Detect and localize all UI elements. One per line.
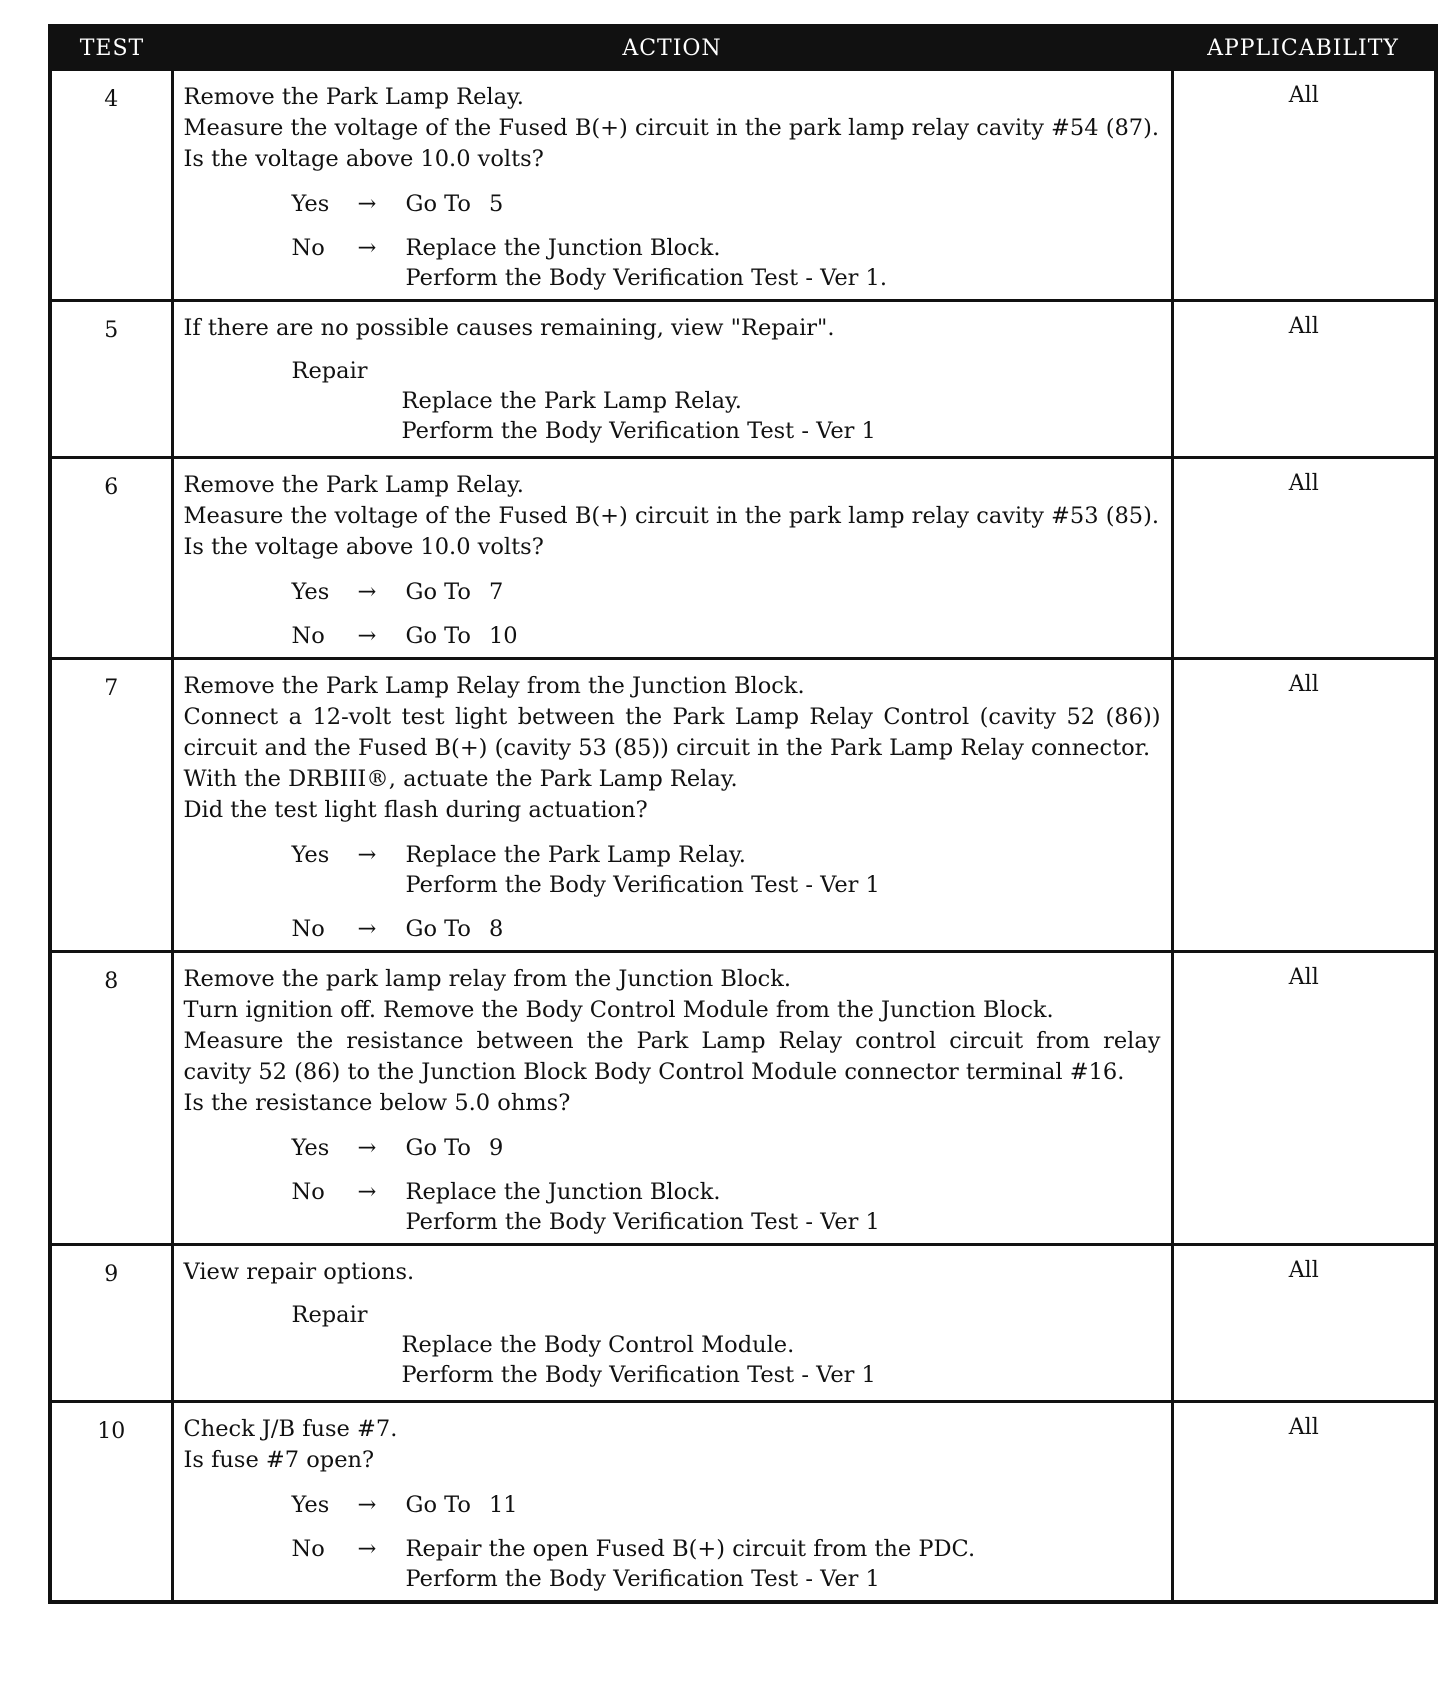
result-line: Perform the Body Verification Test - Ver 1: [405, 872, 880, 898]
header-action: ACTION: [172, 26, 1172, 70]
action-line: Is the resistance below 5.0 ohms?: [183, 1090, 571, 1116]
go-to-target: 10: [488, 623, 518, 649]
table-row: [50, 301, 1436, 458]
no-branch: [184, 1534, 1161, 1594]
no-result: [406, 1534, 1161, 1594]
action-line: Measure the voltage of the Fused B(+) circuit in the park lamp relay cavity #54 (87).: [183, 115, 1160, 141]
arrow-icon: →: [357, 623, 377, 649]
result-line: Perform the Body Verification Test - Ver 1: [405, 1209, 880, 1235]
yes-label: Yes: [291, 842, 330, 868]
go-to-target: 8: [488, 916, 504, 942]
test-number: 7: [50, 659, 172, 952]
yes-branch: [184, 1490, 1161, 1520]
table-row: [50, 659, 1436, 952]
arrow-icon: →: [357, 1179, 377, 1205]
applicability-value: All: [1172, 301, 1436, 458]
header-test: TEST: [50, 26, 172, 70]
action-line: Is the voltage above 10.0 volts?: [183, 146, 544, 172]
table-row: [50, 458, 1436, 659]
action-line: Did the test light flash during actuation?: [183, 797, 648, 823]
no-branch: [184, 621, 1161, 651]
action-cell: [172, 1402, 1172, 1603]
action-line: Remove the Park Lamp Relay from the Junction Block.: [183, 673, 805, 699]
no-branch: [184, 233, 1161, 293]
action-cell: [172, 70, 1172, 301]
result-line: Replace the Junction Block.: [405, 1179, 721, 1205]
yes-result: [406, 189, 1161, 219]
action-line: View repair options.: [183, 1259, 415, 1285]
no-branch: [184, 914, 1161, 944]
yes-branch: [184, 189, 1161, 219]
table-row: [50, 1402, 1436, 1603]
action-line: Remove the Park Lamp Relay.: [183, 472, 524, 498]
test-number: 8: [50, 952, 172, 1245]
go-to-target: 11: [488, 1492, 518, 1518]
table-row: [50, 952, 1436, 1245]
no-label: No: [291, 916, 325, 942]
no-result: [406, 914, 1161, 944]
repair-steps: [402, 1330, 1161, 1390]
action-line: Remove the park lamp relay from the Junction Block.: [183, 966, 792, 992]
table-row: [50, 1245, 1436, 1402]
result-line: Replace the Junction Block.: [405, 235, 721, 261]
result-line: Repair the open Fused B(+) circuit from the PDC.: [405, 1536, 976, 1562]
go-to-text: Go To: [405, 1135, 471, 1161]
repair-steps: [402, 386, 1161, 446]
action-line: With the DRBIII®, actuate the Park Lamp Relay.: [183, 766, 738, 792]
no-result: [406, 1177, 1161, 1237]
action-cell: [172, 1245, 1172, 1402]
repair-line: Replace the Body Control Module.: [401, 1332, 795, 1358]
go-to-text: Go To: [405, 579, 471, 605]
no-branch: [184, 1177, 1161, 1237]
no-label: No: [291, 623, 325, 649]
test-number: 6: [50, 458, 172, 659]
arrow-icon: →: [357, 235, 377, 261]
action-line: Remove the Park Lamp Relay.: [183, 84, 524, 110]
arrow-icon: →: [357, 579, 377, 605]
result-line: Replace the Park Lamp Relay.: [405, 842, 746, 868]
applicability-value: All: [1172, 70, 1436, 301]
action-line: circuit and the Fused B(+) (cavity 53 (85)) circuit in the Park Lamp Relay connector.: [183, 735, 1151, 761]
arrow-icon: →: [357, 1536, 377, 1562]
repair-line: Perform the Body Verification Test - Ver 1: [401, 1362, 876, 1388]
test-number: 10: [50, 1402, 172, 1603]
test-number: 4: [50, 70, 172, 301]
applicability-value: All: [1172, 1402, 1436, 1603]
table-header-row: [50, 26, 1436, 70]
action-line: Is fuse #7 open?: [183, 1447, 375, 1473]
yes-branch: [184, 840, 1161, 900]
action-line: If there are no possible causes remaining, view "Repair".: [183, 315, 835, 341]
go-to-target: 5: [488, 191, 504, 217]
result-line: Perform the Body Verification Test - Ver 1: [405, 1566, 880, 1592]
test-number: 5: [50, 301, 172, 458]
repair-line: Replace the Park Lamp Relay.: [401, 388, 742, 414]
arrow-icon: →: [357, 1492, 377, 1518]
no-result: [406, 233, 1161, 293]
action-line: Connect a 12-volt test light between the Park Lamp Relay Control (cavity 52 (86)): [183, 704, 1161, 730]
action-line: cavity 52 (86) to the Junction Block Body Control Module connector terminal #16.: [183, 1059, 1125, 1085]
result-line: Perform the Body Verification Test - Ver 1.: [405, 265, 888, 291]
applicability-value: All: [1172, 458, 1436, 659]
arrow-icon: →: [357, 191, 377, 217]
applicability-value: All: [1172, 952, 1436, 1245]
go-to-text: Go To: [405, 623, 471, 649]
action-line: Measure the resistance between the Park Lamp Relay control circuit from relay: [183, 1028, 1161, 1054]
action-line: Measure the voltage of the Fused B(+) circuit in the park lamp relay cavity #53 (85).: [183, 503, 1160, 529]
action-line: Turn ignition off. Remove the Body Control Module from the Junction Block.: [183, 997, 1054, 1023]
no-label: No: [291, 235, 325, 261]
go-to-target: 9: [488, 1135, 504, 1161]
yes-branch: [184, 577, 1161, 607]
action-line: Is the voltage above 10.0 volts?: [183, 534, 544, 560]
yes-branch: [184, 1133, 1161, 1163]
repair-label: Repair: [291, 1302, 368, 1328]
table-row: [50, 70, 1436, 301]
diagnostic-test-table: [48, 24, 1438, 1604]
yes-result: [406, 577, 1161, 607]
yes-label: Yes: [291, 191, 330, 217]
action-cell: [172, 458, 1172, 659]
test-number: 9: [50, 1245, 172, 1402]
header-applicability: APPLICABILITY: [1172, 26, 1436, 70]
arrow-icon: →: [357, 842, 377, 868]
go-to-text: Go To: [405, 191, 471, 217]
no-label: No: [291, 1179, 325, 1205]
arrow-icon: →: [357, 916, 377, 942]
yes-label: Yes: [291, 1492, 330, 1518]
yes-result: [406, 840, 1161, 900]
action-cell: [172, 659, 1172, 952]
yes-result: [406, 1133, 1161, 1163]
action-cell: [172, 301, 1172, 458]
action-line: Check J/B fuse #7.: [183, 1416, 398, 1442]
go-to-text: Go To: [405, 1492, 471, 1518]
repair-label: Repair: [291, 358, 368, 384]
arrow-icon: →: [357, 1135, 377, 1161]
yes-result: [406, 1490, 1161, 1520]
repair-line: Perform the Body Verification Test - Ver 1: [401, 418, 876, 444]
action-cell: [172, 952, 1172, 1245]
applicability-value: All: [1172, 659, 1436, 952]
go-to-target: 7: [488, 579, 504, 605]
no-result: [406, 621, 1161, 651]
no-label: No: [291, 1536, 325, 1562]
go-to-text: Go To: [405, 916, 471, 942]
applicability-value: All: [1172, 1245, 1436, 1402]
yes-label: Yes: [291, 1135, 330, 1161]
yes-label: Yes: [291, 579, 330, 605]
